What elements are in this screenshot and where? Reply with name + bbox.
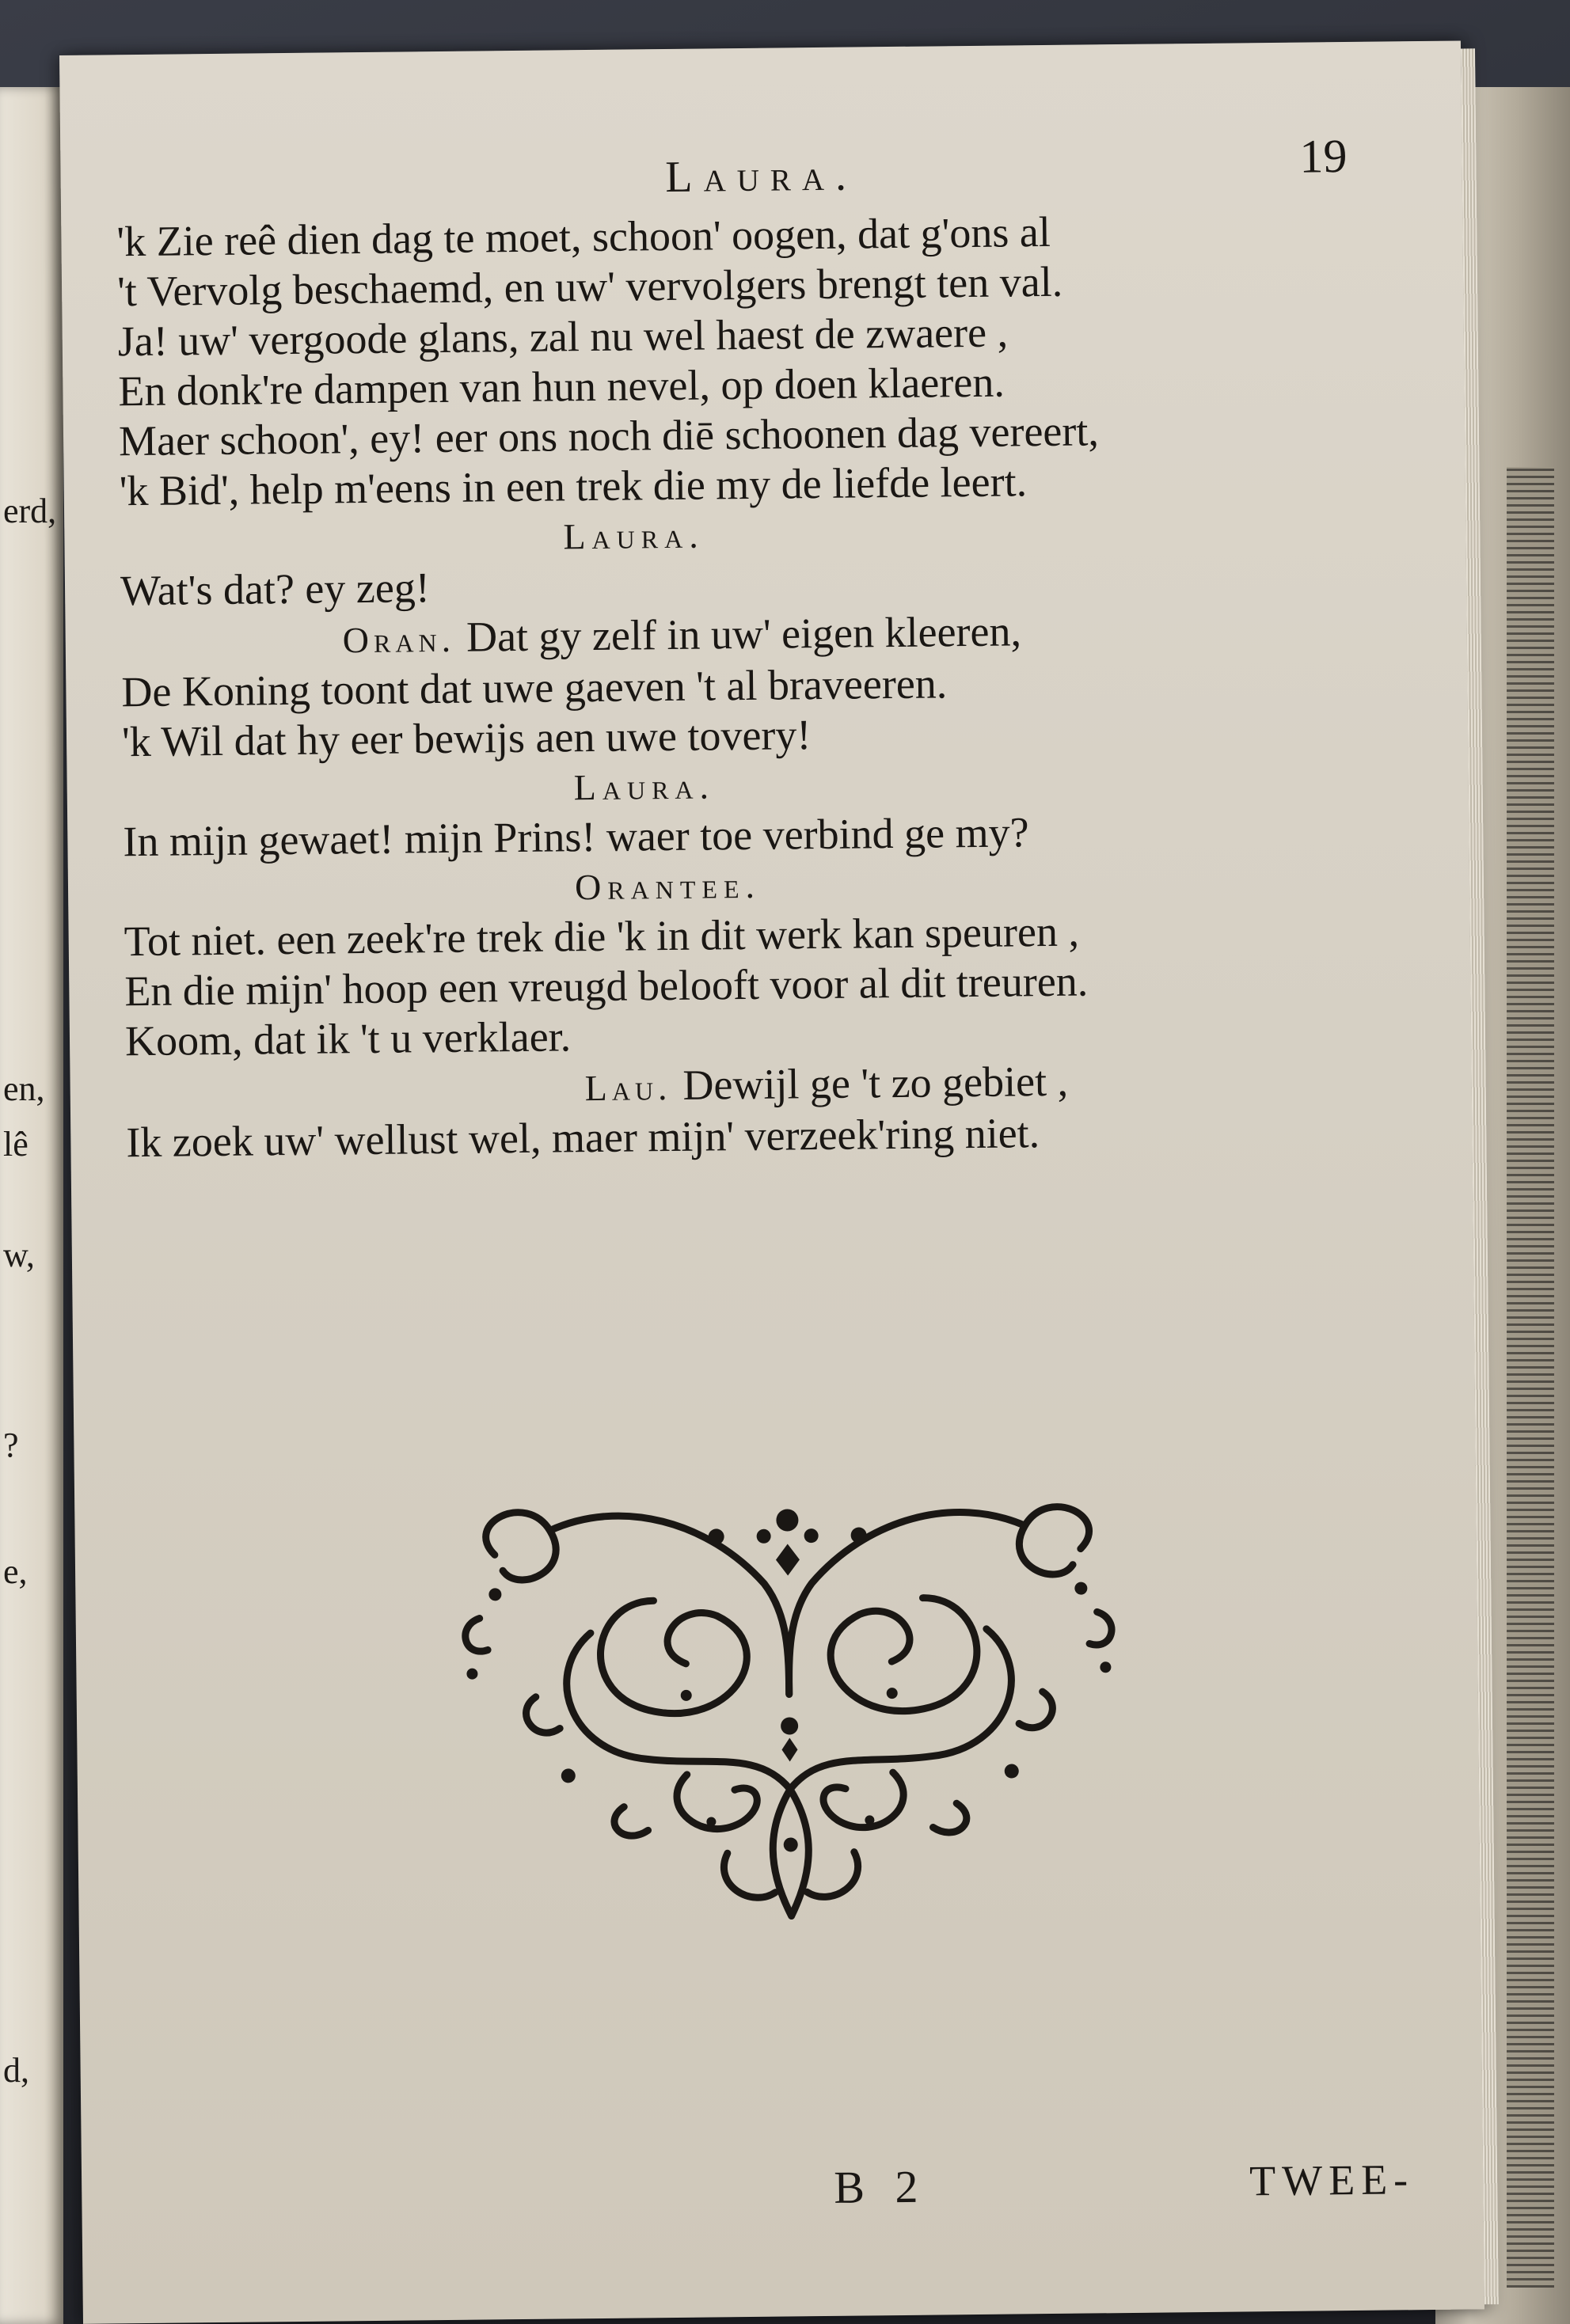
left-page-fragment: lê [3,1125,29,1164]
printers-ornament [447,1485,1132,1935]
running-head: Laura. [664,150,858,202]
verse-line: De Koning toont dat uwe gaeven 't al braveeren. [121,659,948,716]
left-page-fragment: erd, [3,492,57,530]
verse-line: 'k Bid', help m'eens in een trek die my de liefde leert. [119,458,1028,515]
engraving-edge [1507,467,1554,2288]
verse-line-text: Dewijl ge 't zo gebiet , [682,1057,1069,1109]
inline-speaker: Lau. [584,1066,672,1109]
verse-line: 'k Wil dat hy eer bewijs aen uwe tovery! [121,711,812,766]
left-page-fragment: ? [3,1426,19,1464]
speaker-heading: Laura. [563,515,705,557]
verse-line: Tot niet. een zeek're trek die 'k in dit werk kan speuren , [124,907,1080,966]
speaker-heading: Laura. [573,765,716,808]
verse-line: En die mijn' hoop een vreugd belooft voor al dit treuren. [124,957,1089,1016]
verse-text [116,203,1432,1168]
left-facing-page [0,87,63,2324]
verse-line: 'k Zie reê dien dag te moet, schoon' oogen, dat g'ons al [116,207,1051,266]
verse-line: In mijn gewaet! mijn Prins! waer toe verbind ge my? [123,808,1029,866]
speaker-heading: Orantee. [574,864,762,908]
page-number: 19 [1299,129,1348,183]
verse-line: Koom, dat ik 't u verklaer. [124,1012,572,1065]
left-page-fragment: en, [3,1069,45,1108]
verse-line: Wat's dat? ey zeg! [120,564,431,615]
inline-speaker: Oran. [342,618,456,661]
left-page-fragment: d, [3,2051,29,2090]
catchword: TWEE- [1249,2155,1415,2205]
book-page [59,40,1484,2323]
left-page-fragment: e, [3,1552,28,1591]
verse-line-text: Dat gy zelf in uw' eigen kleeren, [466,607,1022,661]
verse-line: Ja! uw' vergoode glans, zal nu wel haest de zwaere , [117,308,1009,366]
signature-mark: B 2 [833,2160,928,2213]
verse-line: Ik zoek uw' wellust wel, maer mijn' verzeek'ring niet. [126,1109,1040,1167]
verse-line: 't Vervolg beschaemd, en uw' vervolgers brengt ten val. [116,257,1063,316]
verse-line: En donk're dampen van hun nevel, op doen klaeren. [118,358,1005,416]
verse-line: Maer schoon', ey! eer ons noch diē schoonen dag vereert, [118,407,1100,465]
left-page-fragment: w, [3,1236,35,1274]
